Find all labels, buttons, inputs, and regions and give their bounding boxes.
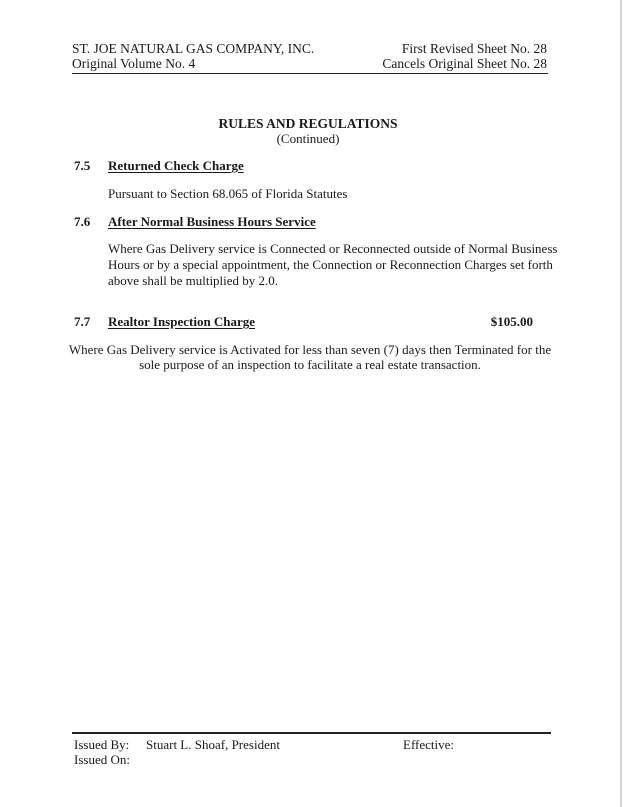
scan-edge-shadow xyxy=(620,0,622,807)
section-number: 7.6 xyxy=(74,214,91,229)
section-number: 7.5 xyxy=(74,158,91,173)
cancels-sheet: Cancels Original Sheet No. 28 xyxy=(382,56,547,71)
issued-by-value: Stuart L. Shoaf, President xyxy=(146,737,280,752)
section-number: 7.7 xyxy=(74,314,91,329)
section-heading: Returned Check Charge xyxy=(108,158,244,173)
page-title: RULES AND REGULATIONS xyxy=(218,116,398,131)
header-rule xyxy=(72,73,548,74)
effective-label: Effective: xyxy=(403,737,455,752)
section-text-line: Where Gas Delivery service is Connected or Reconnected outside of Normal Business xyxy=(108,241,558,256)
charge-amount: $105.00 xyxy=(490,314,533,329)
issued-on-label: Issued On: xyxy=(74,752,130,767)
footer-rule xyxy=(72,732,551,734)
section-text-line: Hours or by a special appointment, the Connection or Reconnection Charges set forth xyxy=(108,257,553,272)
section-text-line: Where Gas Delivery service is Activated for less than seven (7) days then Terminated for the xyxy=(68,342,552,357)
section-heading: After Normal Business Hours Service xyxy=(108,214,316,229)
issued-by-label: Issued By: xyxy=(74,737,130,752)
company-name: ST. JOE NATURAL GAS COMPANY, INC. xyxy=(72,41,315,56)
page-subtitle: (Continued) xyxy=(276,131,340,146)
sheet-number: First Revised Sheet No. 28 xyxy=(401,41,547,56)
section-text: Pursuant to Section 68.065 of Florida Statutes xyxy=(108,186,348,201)
section-heading: Realtor Inspection Charge xyxy=(108,314,256,329)
section-text-line: sole purpose of an inspection to facilitate a real estate transaction. xyxy=(139,357,481,372)
section-text-line: above shall be multiplied by 2.0. xyxy=(108,273,279,288)
volume-number: Original Volume No. 4 xyxy=(72,56,196,71)
